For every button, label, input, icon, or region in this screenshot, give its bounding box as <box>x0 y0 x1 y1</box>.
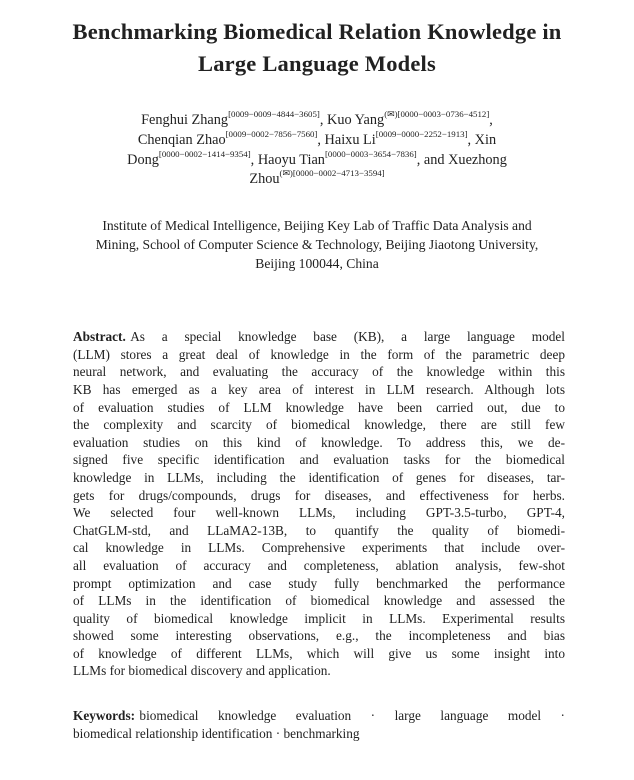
author-separator: , <box>250 151 258 168</box>
abstract-text: KB has emerged as a key area of interest in LLM research. Although lots <box>73 381 565 397</box>
affiliation-line: Institute of Medical Intelligence, Beijing Key Lab of Traffic Data Analysis and <box>102 218 532 234</box>
abstract-text: evaluation studies on this kind of knowledge. To address this, we de- <box>73 434 565 450</box>
author-name: Fenghui Zhang <box>141 112 229 128</box>
abstract-text: signed five specific identification and evaluation tasks for the biomedical <box>73 452 565 468</box>
abstract-text: all evaluation of accuracy and completeness, ablation analysis, few-shot <box>73 557 565 573</box>
abstract-text: of knowledge of different LLMs, which will give us some insight into <box>73 645 565 661</box>
affiliation-line: Beijing 100044, China <box>255 256 379 272</box>
abstract-text: gets for drugs/compounds, drugs for diseases, and effectiveness for herbs. <box>73 487 565 503</box>
abstract-text: cal knowledge in LLMs. Comprehensive experiments that include over- <box>73 540 565 556</box>
abstract-text: of LLMs in the identification of biomedical knowledge and assessed the <box>73 593 565 609</box>
author-name: Chenqian Zhao <box>137 131 226 148</box>
orcid-superscript: [0000−0003−3654−7836] <box>324 148 417 159</box>
author-separator: , and Xuezhong <box>416 151 507 168</box>
abstract-text: neural network, and evaluating the accuracy of the knowledge within this <box>73 364 565 380</box>
author-line <box>0 170 634 190</box>
abstract-section <box>73 328 565 680</box>
author-separator: , <box>317 131 325 148</box>
abstract-label: Abstract. <box>73 329 126 345</box>
keywords-section <box>73 707 565 742</box>
author-name: Kuo Yang <box>327 112 385 128</box>
orcid-superscript: [0000−0002−1414−9354] <box>158 148 251 159</box>
author-name: Dong <box>127 151 159 168</box>
abstract-line <box>73 539 565 557</box>
keywords-text: biomedical knowledge evaluation · large language model · <box>139 708 565 724</box>
abstract-line <box>73 522 565 540</box>
abstract-line <box>73 416 565 434</box>
abstract-text: ChatGLM-std, and LLaMA2-13B, to quantify the quality of biomedi- <box>73 522 565 538</box>
author-name: Haoyu Tian <box>257 151 325 168</box>
abstract-line <box>73 592 565 610</box>
author-separator: , Xin <box>467 131 497 148</box>
abstract-text: We selected four well-known LLMs, including GPT-3.5-turbo, GPT-4, <box>73 505 565 521</box>
abstract-text: prompt optimization and case study fully benchmarked the performance <box>73 575 565 591</box>
author-line <box>0 108 634 131</box>
abstract-line <box>73 399 565 417</box>
keywords-line <box>73 725 565 743</box>
abstract-line <box>73 487 565 505</box>
abstract-text: (LLM) stores a great deal of knowledge in the form of the parametric deep <box>73 346 565 362</box>
affiliation-line: Mining, School of Computer Science & Technology, Beijing Jiaotong University, <box>95 237 539 253</box>
affiliation <box>0 216 634 273</box>
abstract-text: As a special knowledge base (KB), a large language model <box>130 329 565 345</box>
abstract-text: LLMs for biomedical discovery and application. <box>73 663 331 679</box>
orcid-superscript: [0009−0002−7856−7560] <box>225 128 318 139</box>
keywords-text: biomedical relationship identification · benchmarking <box>73 725 360 741</box>
abstract-text: showed some interesting observations, e.g., the incompleteness and bias <box>73 628 565 644</box>
abstract-line <box>73 346 565 364</box>
keywords-line <box>73 707 565 725</box>
abstract-line <box>73 575 565 593</box>
abstract-line <box>73 363 565 381</box>
author-name: Zhou <box>249 171 280 188</box>
keywords-label: Keywords: <box>73 708 136 724</box>
abstract-text: knowledge in LLMs, including the identification of genes for diseases, tar- <box>73 469 565 485</box>
abstract-line <box>73 504 565 522</box>
orcid-superscript: (✉)[0000−0002−4713−3594] <box>279 168 385 179</box>
title-line: Large Language Models <box>198 51 436 76</box>
abstract-line <box>73 451 565 469</box>
orcid-superscript: [0009−0000−2252−1913] <box>375 128 468 139</box>
abstract-line <box>73 610 565 628</box>
abstract-line <box>73 434 565 452</box>
abstract-line <box>73 627 565 645</box>
orcid-superscript: (✉)[0000−0003−0736−4512] <box>384 108 490 119</box>
abstract-text: of evaluation studies of LLM knowledge have been carried out, due to <box>73 399 565 415</box>
author-name: Haixu Li <box>324 131 376 148</box>
author-list <box>0 108 634 190</box>
abstract-line <box>73 645 565 663</box>
author-separator: , <box>319 112 327 128</box>
abstract-line <box>73 381 565 399</box>
abstract-line <box>73 328 565 346</box>
paper-title <box>0 0 634 80</box>
abstract-text: quality of biomedical knowledge implicit in LLMs. Experimental results <box>73 610 565 626</box>
abstract-line <box>73 469 565 487</box>
author-line <box>0 128 634 151</box>
abstract-line <box>73 557 565 575</box>
orcid-superscript: [0009−0009−4844−3605] <box>228 108 320 119</box>
title-line: Benchmarking Biomedical Relation Knowledge in <box>72 19 562 44</box>
abstract-text: the complexity and scarcity of biomedical knowledge, there are still few <box>73 417 565 433</box>
author-separator: , <box>489 112 493 128</box>
abstract-line <box>73 662 565 680</box>
